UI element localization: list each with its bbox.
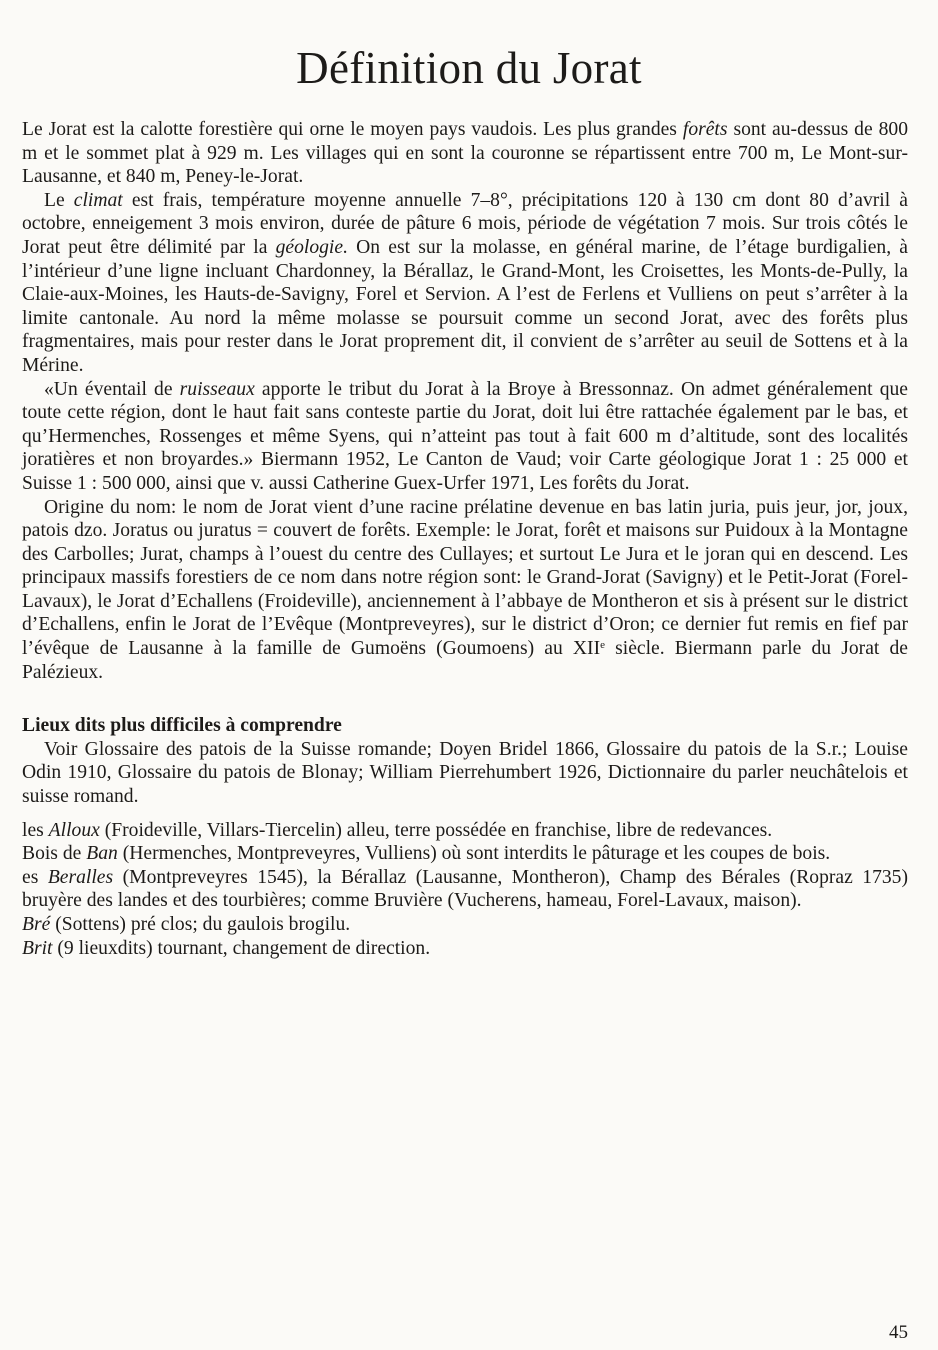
superscript: e xyxy=(600,639,605,652)
entry-definition: (Sottens) pré clos; du gaulois brogilu. xyxy=(50,914,351,935)
glossary-entry xyxy=(22,913,908,937)
paragraph-climate xyxy=(22,189,908,378)
entry-term: Bré xyxy=(22,914,51,935)
text-run: siècle. Biermann parle du Jorat de Palézieux. xyxy=(22,638,908,683)
entry-prefix: les xyxy=(22,819,49,841)
entry-term: Beralles xyxy=(47,866,114,888)
text-run: Le Jorat est la calotte forestière qui orne le moyen pays vaudois. Les plus grandes xyxy=(22,119,683,140)
entry-definition: (Froideville, Villars-Tiercelin) alleu, terre possédée en franchise, libre de redevances. xyxy=(99,819,773,841)
entry-definition: (9 lieuxdits) tournant, changement de direction. xyxy=(52,937,431,959)
paragraph-streams xyxy=(22,378,908,496)
text-run: «Un éventail de xyxy=(44,378,180,400)
entry-definition: (Hermenches, Montpreveyres, Vulliens) où sont interdits le pâturage et les coupes de bois. xyxy=(117,843,831,865)
glossary-entry xyxy=(22,866,908,913)
text-run: est frais, température moyenne annuelle 7–8°, précipitations 120 à 130 cm dont 80 d’avril à octobre, enneigement 3 mois environ, durée de pâture 6 mois, période de végétation 7 mois. Sur trois côtés le Jorat peut être délimité par la xyxy=(22,189,908,258)
paragraph-forests xyxy=(22,118,908,189)
entry-prefix: es xyxy=(22,866,48,888)
entry-term: Ban xyxy=(86,843,118,865)
entry-definition: (Montpreveyres 1545), la Bérallaz (Lausanne, Montheron), Champ des Bérales (Ropraz 1735) bruyère des landes et des tourbières; comme Bruvière (Vucherens, hameau, Forel-Lavaux, maison). xyxy=(22,866,908,912)
emphasis-climat: climat xyxy=(73,189,123,211)
text-run: Le xyxy=(44,189,74,211)
emphasis-ruisseaux: ruisseaux xyxy=(179,378,255,400)
entry-term: Brit xyxy=(22,937,53,959)
page-body xyxy=(22,118,908,960)
text-run: sont au-dessus de 800 m et le sommet plat à 929 m. Les villages qui en sont la couronne se répartissent entre 700 m, Le Mont-sur-Lausanne, et 840 m, Peney-le-Jorat. xyxy=(22,119,908,188)
emphasis-forets: forêts xyxy=(682,119,728,140)
page-title: Définition du Jorat xyxy=(296,43,642,93)
paragraph-sources: Voir Glossaire des patois de la Suisse romande; Doyen Bridel 1866, Glossaire du patois de la S.r.; Louise Odin 1910, Glossaire du patois de Blonay; William Pierrehumbert 1926, Dictionnaire du parler neuchâtelois et suisse romand. xyxy=(22,738,908,808)
page-number: 45 xyxy=(889,1322,908,1343)
entry-prefix: Bois de xyxy=(22,843,87,865)
glossary-entry xyxy=(22,842,908,866)
entry-term: Alloux xyxy=(48,819,100,841)
glossary-entry xyxy=(22,819,908,843)
section-heading: Lieux dits plus difficiles à comprendre xyxy=(22,715,342,737)
text-run: Origine du nom: le nom de Jorat vient d’une racine prélatine devenue en bas latin juria, puis jeur, jor, joux, patois dzo. Joratus ou juratus = couvert de forêts. Exemple: le Jorat, forêt et maisons sur Puidoux à la Montagne des Carbolles; Jurat, champs à l’ouest du centre des Cullayes; et surtout Le Jura et le joran qui en descend. Les principaux massifs forestiers de ce nom dans notre région sont: le Grand-Jorat (Savigny) et le Petit-Jorat (Forel-Lavaux), le Jorat d’Echallens (Froideville), anciennement à l’abbaye de Montheron et sis à présent sur le district d’Echallens, enfin le Jorat de l’Evêque (Montpreveyres), sur le district d’Oron; ce dernier fut remis en fief par l’évêque de Lausanne à la famille de Gumoëns (Goumoens) au XII xyxy=(22,496,908,660)
paragraph-name-origin xyxy=(22,496,908,685)
glossary-list xyxy=(22,819,908,961)
text-run: On est sur la molasse, en général marine, de l’étage burdigalien, à l’intérieur d’une ligne incluant Chardonney, la Bérallaz, le Grand-Mont, les Croisettes, les Monts-de-Pully, la Claie-aux-Moines, les Hauts-de-Savigny, Forel et Servion. A l’est de Ferlens et Vulliens on peut s’arrêter à la limite cantonale. Au nord la même molasse se poursuit comme un second Jorat, avec des forêts plus fragmentaires, mais pour rester dans le Jorat proprement dit, il convient de s’arrêter au seuil de Sottens et à la Mérine. xyxy=(22,236,908,376)
text-run: apporte le tribut du Jorat à la Broye à Bressonnaz. On admet généralement que toute cette région, dont le haut fait sans conteste partie du Jorat, doit lui être rattachée également par le bas, et qu’Hermenches, Rossenges et même Syens, qui n’atteint pas tout à fait 600 m d’altitude, sont des localités joratières et non broyardes.» Biermann 1952, Le Canton de Vaud; voir Carte géologique Jorat 1 : 25 000 et Suisse 1 : 500 000, ainsi que v. aussi Catherine Guex-Urfer 1971, Les forêts du Jorat. xyxy=(22,378,908,494)
glossary-entry xyxy=(22,937,908,961)
emphasis-geologie: géologie. xyxy=(275,236,348,258)
